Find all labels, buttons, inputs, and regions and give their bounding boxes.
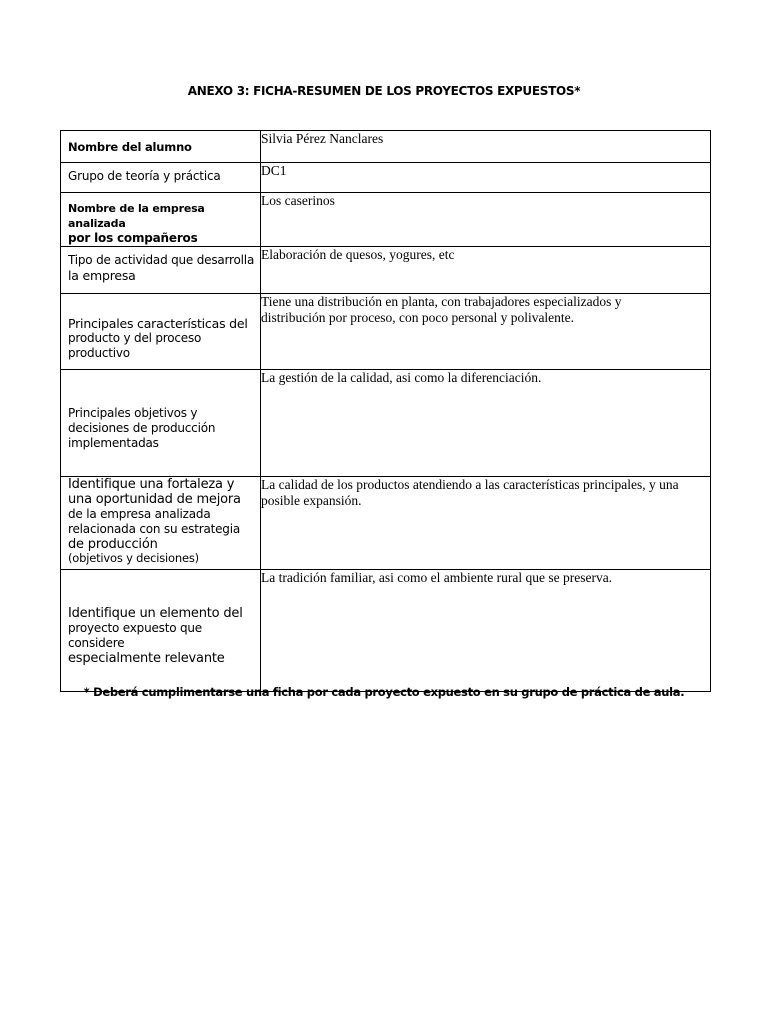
table-row [61, 131, 711, 163]
row-label-cell [61, 477, 261, 570]
row-label-cell [61, 163, 261, 193]
row-label-cell [61, 294, 261, 370]
group-label: Grupo de teoría y práctica [68, 169, 221, 183]
row-value-cell [261, 193, 711, 247]
table-row [61, 370, 711, 477]
document-title: ANEXO 3: FICHA-RESUMEN DE LOS PROYECTOS EXPUESTOS* [187, 84, 581, 98]
strength-value: La calidad de los productos atendiendo a las características principales, y una posible expansión. [261, 477, 679, 508]
footnote: * Deberá cumplimentarse una ficha por cada proyecto expuesto en su grupo de práctica de aula. [83, 685, 685, 699]
table-row [61, 163, 711, 193]
table-row [61, 247, 711, 294]
row-value-cell [261, 570, 711, 692]
table-row [61, 477, 711, 570]
row-label-cell [61, 247, 261, 294]
characteristics-value: Tiene una distribución en planta, con trabajadores especializados y distribución por proceso, con poco personal y polivalente. [261, 294, 622, 325]
row-value-cell [261, 163, 711, 193]
summary-form-table [60, 130, 711, 692]
table-row [61, 294, 711, 370]
row-value-cell [261, 477, 711, 570]
row-value-cell [261, 370, 711, 477]
company-label: Nombre de la empresa analizada por los compañeros [68, 202, 205, 245]
company-value: Los caserinos [261, 193, 335, 208]
strength-label: Identifique una fortaleza y una oportunidad de mejora de la empresa analizada relacionada con su estrategia de producción (objetivos y decisiones) [68, 477, 241, 565]
activity-label: Tipo de actividad que desarrolla la empresa [68, 253, 255, 283]
relevant-element-label: Identifique un elemento del proyecto expuesto que considere especialmente relevante [68, 606, 243, 666]
row-label-cell [61, 131, 261, 163]
student-name-label: Nombre del alumno [68, 140, 192, 154]
row-value-cell [261, 294, 711, 370]
activity-value: Elaboración de quesos, yogures, etc [261, 247, 455, 262]
row-value-cell [261, 247, 711, 294]
row-label-cell [61, 570, 261, 692]
student-name-value: Silvia Pérez Nanclares [261, 131, 384, 146]
group-value: DC1 [261, 163, 287, 178]
objectives-label: Principales objetivos y decisiones de producción implementadas [68, 406, 216, 450]
row-value-cell [261, 131, 711, 163]
characteristics-label: Principales características del producto y del proceso productivo [68, 316, 248, 360]
row-label-cell [61, 370, 261, 477]
objectives-value: La gestión de la calidad, asi como la diferenciación. [261, 370, 542, 385]
row-label-cell [61, 193, 261, 247]
table-row [61, 193, 711, 247]
relevant-element-value: La tradición familiar, asi como el ambiente rural que se preserva. [261, 570, 613, 585]
table-row [61, 570, 711, 692]
